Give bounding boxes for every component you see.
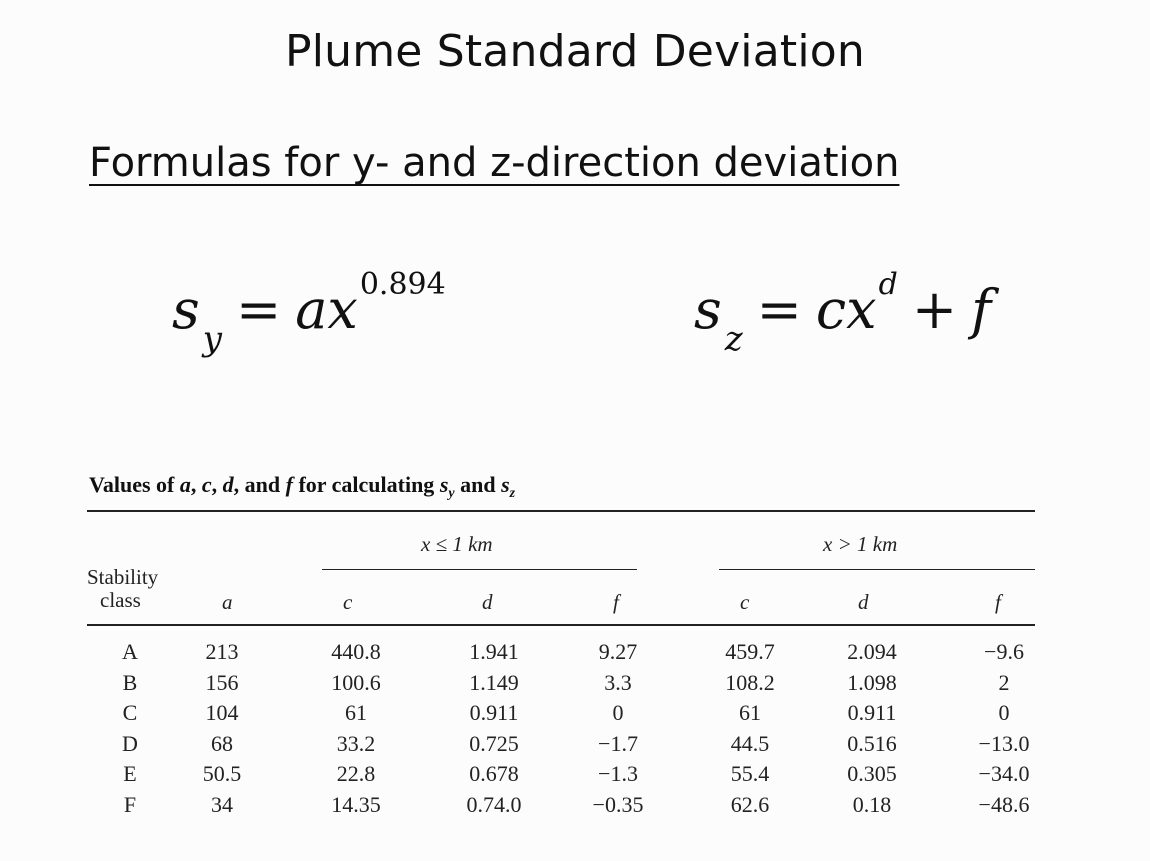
table-top-rule: [87, 510, 1035, 512]
cell-d-near: 0.678: [469, 761, 519, 786]
formula-sy-subscript: y: [202, 319, 222, 359]
slide-title: Plume Standard Deviation: [285, 26, 865, 77]
stability-label-line2: class: [100, 588, 141, 612]
cell-f-near: 9.27: [598, 639, 638, 664]
cell-d-near: 1.941: [469, 639, 519, 664]
cell-f-far: −34.0: [978, 761, 1030, 786]
cell-class: E: [123, 761, 137, 786]
formula-sz-plus: +: [911, 278, 958, 341]
table-caption: [89, 472, 516, 501]
caption-sep1: ,: [190, 472, 202, 497]
cell-c-far: 108.2: [725, 669, 775, 695]
column-header-d-near: d: [482, 590, 493, 614]
cell-class: C: [122, 700, 138, 725]
caption-d: d: [222, 472, 234, 497]
cell-c-far: 44.5: [730, 730, 770, 756]
cell-d-near: 1.149: [469, 669, 519, 695]
cell-c-near: 33.2: [336, 730, 376, 756]
cell-f-near: 3.3: [604, 669, 632, 695]
cell-a: 213: [205, 639, 239, 664]
cell-c-far: 459.7: [725, 639, 775, 664]
cell-d-far: 2.094: [847, 639, 897, 664]
group-rule-near: [322, 569, 637, 570]
cell-a: 68: [211, 730, 233, 756]
cell-a: 34: [211, 791, 233, 817]
formula-sy-equals: =: [235, 278, 282, 341]
cell-a: 50.5: [202, 761, 242, 786]
cell-class: F: [123, 791, 137, 817]
column-header-f-far: f: [995, 590, 1001, 614]
cell-c-near: 22.8: [336, 761, 376, 786]
cell-d-far: 0.516: [847, 730, 897, 756]
caption-a: a: [179, 472, 191, 497]
formula-sy: [172, 267, 446, 359]
cell-a: 156: [205, 669, 239, 695]
group-header-near: x ≤ 1 km: [421, 532, 493, 556]
formula-sz-exponent: d: [878, 267, 898, 302]
section-heading: Formulas for y- and z-direction deviation: [89, 140, 900, 186]
caption-c: c: [201, 472, 212, 497]
cell-f-near: 0: [612, 700, 624, 725]
column-header-f-near: f: [613, 590, 619, 614]
caption-prefix: Values of: [89, 472, 180, 497]
cell-f-near: −0.35: [592, 791, 644, 817]
header-bottom-rule: [87, 624, 1035, 626]
caption-s1: s: [439, 472, 449, 497]
cell-f-far: 2: [998, 669, 1010, 695]
cell-a: 104: [205, 700, 239, 725]
cell-f-near: −1.7: [598, 730, 638, 756]
caption-sep2: ,: [211, 472, 223, 497]
formula-sy-exponent: 0.894: [359, 267, 446, 302]
cell-c-near: 440.8: [331, 639, 381, 664]
cell-f-far: 0: [998, 700, 1010, 725]
cell-f-far: −13.0: [978, 730, 1030, 756]
formula-sy-lhs: s: [172, 278, 200, 341]
caption-s2: s: [501, 472, 510, 497]
formula-sz-equals: =: [756, 278, 802, 341]
cell-class: D: [122, 730, 138, 756]
cell-class: B: [122, 669, 138, 695]
formula-sz-rhs: cx: [815, 278, 877, 341]
cell-d-near: 0.725: [469, 730, 519, 756]
cell-d-far: 1.098: [847, 669, 897, 695]
cell-f-far: −9.6: [984, 639, 1024, 664]
cell-c-far: 61: [739, 700, 761, 725]
formula-sz-tail: f: [971, 278, 992, 341]
column-header-a: a: [222, 590, 233, 614]
cell-c-near: 14.35: [331, 791, 381, 817]
cell-d-far: 0.305: [847, 761, 897, 786]
group-header-far: x > 1 km: [823, 532, 898, 556]
formula-sy-rhs: ax: [295, 278, 358, 341]
cell-d-near: 0.911: [469, 700, 519, 725]
caption-s2-sub: z: [509, 486, 516, 501]
cell-c-near: 61: [345, 700, 367, 725]
cell-class: A: [122, 639, 138, 664]
column-header-c-near: c: [343, 590, 353, 614]
column-header-c-far: c: [740, 590, 750, 614]
cell-f-near: −1.3: [598, 761, 638, 786]
cell-f-far: −48.6: [978, 791, 1030, 817]
formula-sz-subscript: z: [724, 319, 743, 359]
caption-mid: for calculating: [292, 472, 440, 497]
column-header-d-far: d: [858, 590, 869, 614]
caption-s1-sub: y: [448, 486, 455, 501]
cell-c-far: 55.4: [730, 761, 770, 786]
cell-d-far: 0.18: [852, 791, 892, 817]
stability-label-line1: Stability: [87, 565, 159, 589]
cell-d-near: 0.74.0: [466, 791, 522, 817]
caption-and: and: [454, 472, 502, 497]
cell-d-far: 0.911: [847, 700, 897, 725]
caption-f: f: [285, 472, 293, 497]
group-rule-far: [719, 569, 1035, 570]
formula-sz-lhs: s: [694, 278, 722, 341]
formula-sz: [694, 267, 992, 359]
cell-c-far: 62.6: [730, 791, 770, 817]
cell-c-near: 100.6: [331, 669, 381, 695]
caption-sep3: , and: [233, 472, 286, 497]
